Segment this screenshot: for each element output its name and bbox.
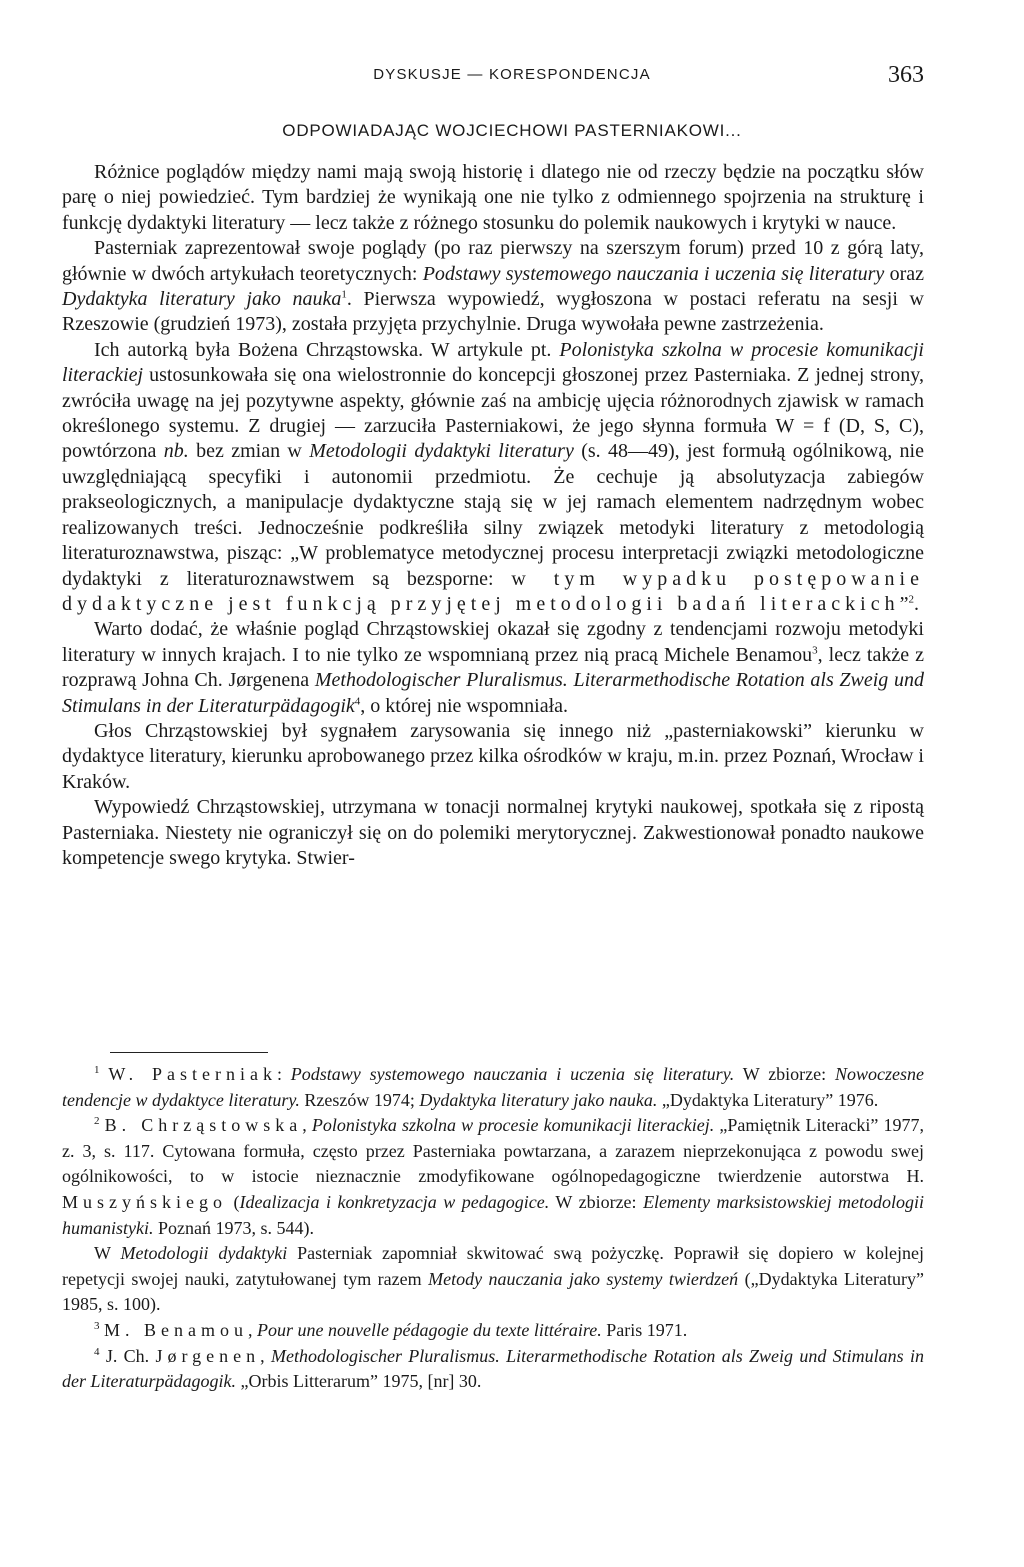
article-title: ODPOWIADAJĄC WOJCIECHOWI PASTERNIAKOWI... — [282, 121, 742, 140]
footnote-ref[interactable]: 2 — [908, 593, 914, 606]
footnote-3: $^3$ M. Benamou, Pour une nouvelle pédagogie du texte littéraire. Paris 1971. — [94, 1319, 688, 1340]
author-name: Jørgenen — [155, 1345, 261, 1366]
cited-title: Metodologii dydaktyki literatury — [309, 440, 574, 463]
page-number: 363 — [888, 62, 924, 88]
footnote-ref[interactable]: 1 — [341, 288, 347, 301]
author-name: W. Pasterniak — [108, 1064, 277, 1084]
author-name: Muszyńskiego — [62, 1191, 227, 1212]
footnote-divider — [110, 1052, 268, 1053]
article-body — [62, 160, 924, 871]
footnote-ref[interactable]: 3 — [812, 644, 818, 657]
footnote-4: $^4$ J. Ch. Jørgenen, Methodologischer Pluralismus. Literarmethodische Rotation als Zweig und Stimulans in der Literaturpädagogik. „Orbis Litterarum” 1975, [nr] 30. — [62, 1345, 925, 1392]
footnotes — [62, 1062, 924, 1395]
paragraph-4: Warto dodać, że właśnie pogląd Chrząstowskiej okazał się zgodny z tendencjami rozwoju metodyki literatury w innych krajach. I to nie tylko ze wspomnianą przez nią pracą Michele Benamou$^3$, lecz także z rozprawą Johna Ch. Jørgenena Methodologischer Pluralismus. Literarmethodische Rotation als Zweig und Stimulans in der Literaturpädagogik$^4$, o której nie wspomniała. — [62, 618, 924, 717]
paragraph-1: Różnice poglądów między nami mają swoją historię i dlatego nie od rzeczy będzie na początku słów parę o niej powiedzieć. Tym bardziej że wynikają one nie tylko z odmiennego spojrzenia na strukturę i funkcję dydaktyki literatury — lecz także z różnego stosunku do polemik naukowych i krytyki w nauce. — [62, 161, 924, 234]
cited-title: Dydaktyka literatury jako nauka — [62, 288, 342, 311]
running-header — [100, 62, 924, 88]
paragraph-6: Wypowiedź Chrząstowskiej, utrzymana w tonacji normalnej krytyki naukowej, spotkała się z ripostą Pasterniaka. Niestety nie ograniczył się on do polemiki merytorycznej. Zakwestionował ponadto naukowe kompetencje swego krytyka. Stwier- — [62, 796, 924, 869]
cited-title: Polonistyka szkolna w procesie komunikacji literackiej — [62, 338, 924, 387]
cited-title: Podstawy systemowego nauczania i uczenia się literatury — [422, 262, 885, 285]
paragraph-5: Głos Chrząstowskiej był sygnałem zarysowania się innego niż „pasterniakowski” kierunku w dydaktyce literatury, kierunku aprobowanego przez kilka ośrodków w kraju, m.in. przez Poznań, Wrocław i Kraków. — [62, 719, 924, 793]
paragraph-3: Ich autorką była Bożena Chrząstowska. W artykule pt. Polonistyka szkolna w procesie komunikacji literackiej ustosunkowała się ona wielostronnie do koncepcji głoszonej przez Pasterniaka. Z jednej strony, zwróciła uwagę na jej pozytywne aspekty, głównie zaś na ambicję ujęcia różnorodnych zjawisk w ramach określonego systemu. Z drugiej — zarzuciła Pasterniakowi, że jego słynna formuła W = f (D, S, C), powtórzona nb. bez zmian w Metodologii dydaktyki literatury (s. 48—49), jest formułą ogólnikową, nie uwzględniającą specyfiki i autonomii przedmiotu. Że cechuje ją absolutyzacja zabiegów prakseologicznych, a manipulacje dydaktyczne stają się w jej ramach elementem nadrzędnym wobec realizowanych treści. Jednocześnie podkreśliła silny związek metodyki literatury z metodologią literaturoznawstwa, pisząc: „W problematyce metodycznej procesu interpretacji związki metodologiczne dydaktyki z literaturoznawstwem są bezsporne: w tym wypadku postępowanie dydaktyczne jest funkcją przyjętej metodologii badań literackich”$^2$. — [62, 338, 924, 615]
footnote-2: $^2$ B. Chrząstowska, Polonistyka szkolna w procesie komunikacji literackiej. „Pamiętnik Literacki” 1977, z. 3, s. 117. Cytowana formuła, często przez Pasterniaka powtarzana, a zarazem nieprzekonująca z powodu swej ogólnikowości, to w istocie nieznacznie zmodyfikowane ogólnopedagogiczne twierdzenie autorstwa H. Muszyńskiego (Idealizacja i konkretyzacja w pedagogice. W zbiorze: Elementy marksistowskiej metodologii humanistyki. Poznań 1973, s. 544). — [62, 1115, 925, 1238]
spaced-emphasis: w tym wypadku postępowanie dydaktyczne jest funkcją przyjętej metodologii badań literackich — [62, 567, 924, 615]
author-name: B. Chrząstowska — [104, 1115, 303, 1136]
footnote-2-continuation: W Metodologii dydaktyki Pasterniak zapomniał skwitować swą pożyczkę. Poprawił się dopiero w kolejnej repetycji swojej nauki, zatytułowanej tym razem Metody nauczania jako systemy twierdzeń („Dydaktyka Literatury” 1985, s. 100). — [62, 1243, 924, 1315]
running-title: DYSKUSJE — KORESPONDENCJA — [373, 66, 651, 83]
paragraph-2: Pasterniak zaprezentował swoje poglądy (po raz pierwszy na szerszym forum) przed 10 z górą laty, głównie w dwóch artykułach teoretycznych: Podstawy systemowego nauczania i uczenia się literatury oraz Dydaktyka literatury jako nauka$^1$. Pierwsza wypowiedź, wygłoszona w postaci referatu na sesji w Rzeszowie (grudzień 1973), została przyjęta przychylnie. Druga wywołała pewne zastrzeżenia. — [62, 237, 924, 336]
abbreviation: nb. — [163, 440, 189, 463]
author-name: M. Benamou — [104, 1319, 248, 1340]
footnote-1: $^1$ W. Pasterniak: Podstawy systemowego nauczania i uczenia się literatury. W zbiorze: Nowoczesne tendencje w dydaktyce literatury. Rzeszów 1974; Dydaktyka literatury jako nauka. „Dydaktyka Literatury” 1976. — [62, 1064, 924, 1110]
footnote-ref[interactable]: 4 — [354, 694, 361, 707]
cited-title: Methodologischer Pluralismus. Literarmethodische Rotation als Zweig und Stimulans in der Literaturpädagogik — [62, 669, 924, 717]
